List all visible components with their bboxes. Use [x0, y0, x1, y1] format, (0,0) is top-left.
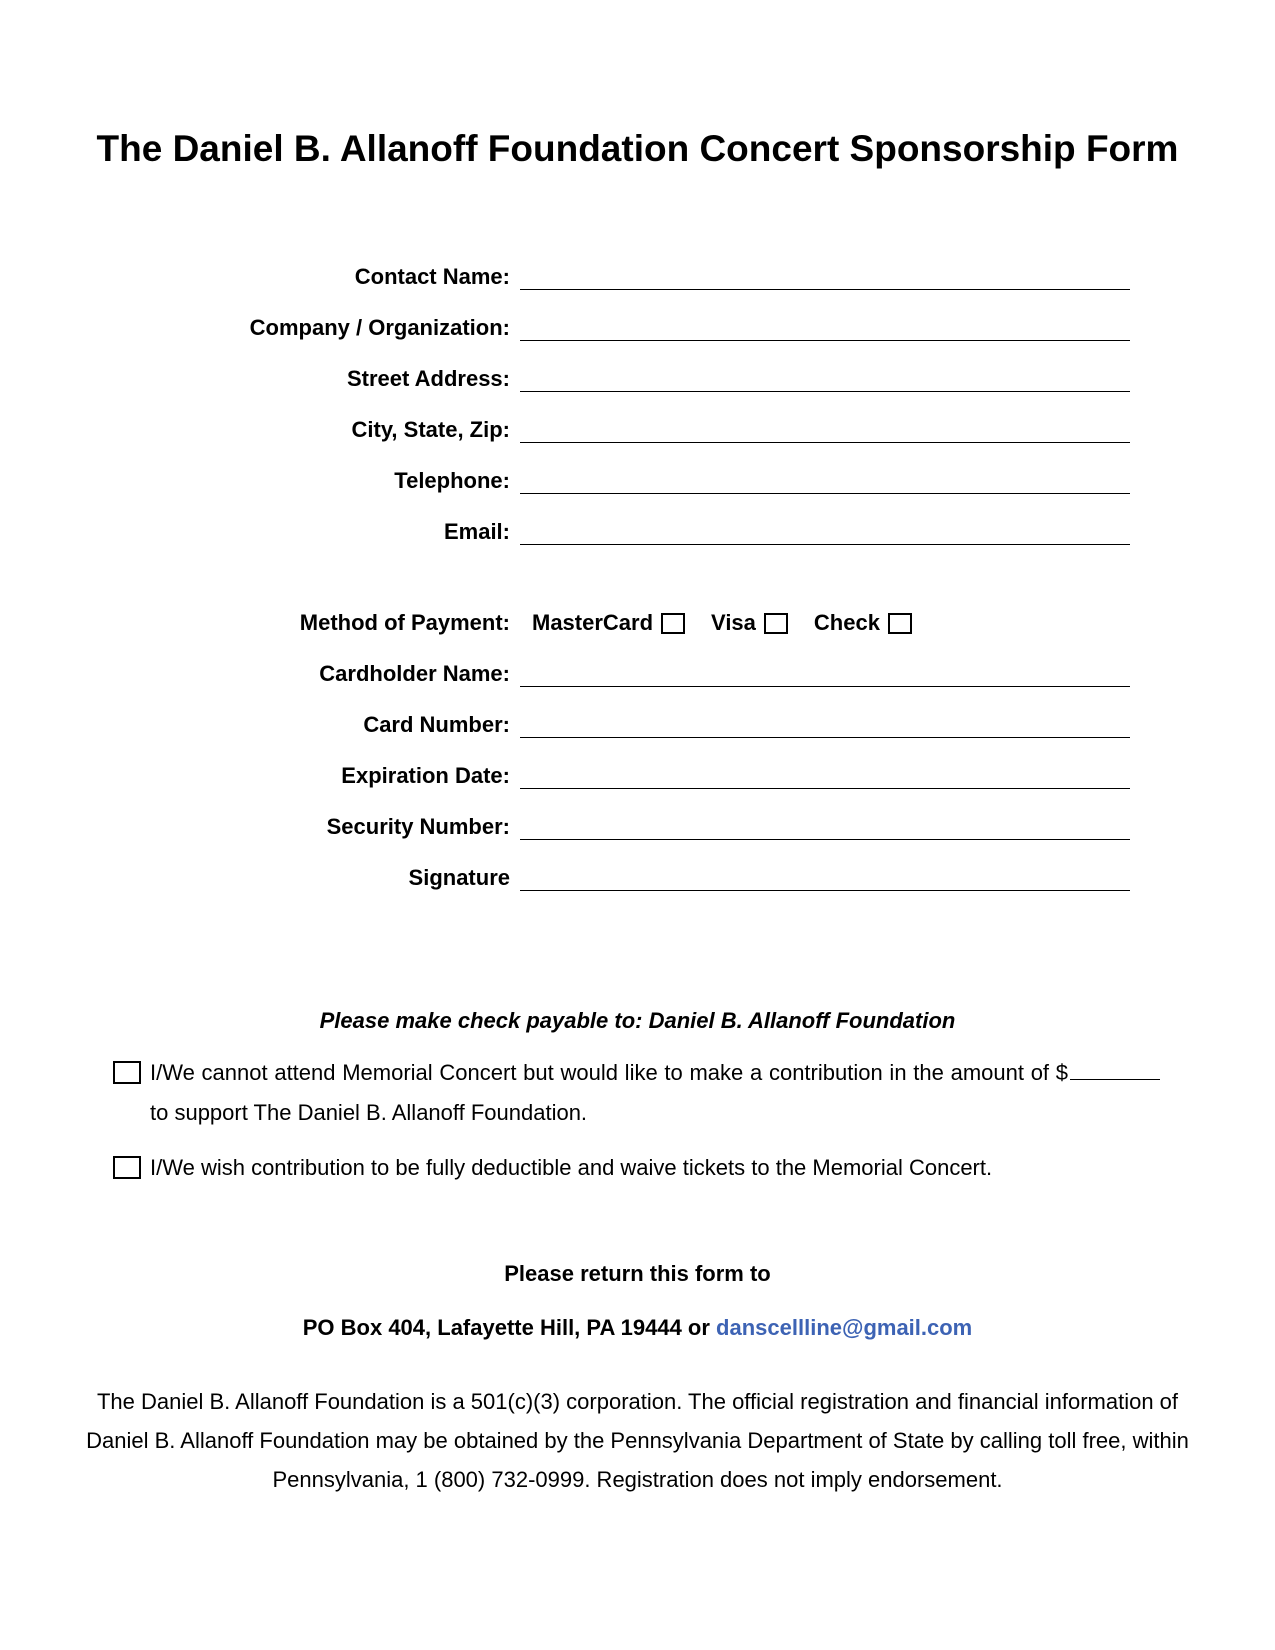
cardholder-name-row [0, 657, 1275, 697]
card-number-label: Card Number: [363, 712, 510, 737]
mastercard-label: MasterCard [532, 610, 654, 635]
visa-checkbox[interactable] [764, 613, 788, 634]
return-address [0, 1315, 1275, 1341]
contribution-checkbox-2[interactable] [113, 1156, 141, 1179]
email-input[interactable] [520, 544, 1130, 545]
contribution-text-1b: to support The Daniel B. Allanoff Foundation. [150, 1100, 588, 1125]
contribution-checkbox-1[interactable] [113, 1061, 141, 1084]
telephone-row [0, 464, 1275, 504]
contribution-text-1a: I/We cannot attend Memorial Concert but would like to make a contribution in the amount of $ [150, 1060, 1068, 1085]
visa-label: Visa [711, 610, 756, 635]
expiration-date-label: Expiration Date: [341, 763, 510, 788]
return-heading: Please return this form to [504, 1261, 771, 1286]
city-state-zip-row [0, 413, 1275, 453]
payment-method-row [0, 606, 1275, 646]
return-address-text: PO Box 404, Lafayette Hill, PA 19444 or [302, 1315, 717, 1340]
expiration-date-input[interactable] [520, 788, 1130, 789]
payment-method-label: Method of Payment: [299, 610, 510, 635]
city-state-zip-input[interactable] [520, 442, 1130, 443]
contact-name-row [0, 260, 1275, 300]
card-number-input[interactable] [520, 737, 1130, 738]
contribution-amount-blank[interactable] [1070, 1057, 1160, 1080]
telephone-label: Telephone: [394, 468, 510, 493]
signature-row [0, 861, 1275, 901]
expiration-date-row [0, 759, 1275, 799]
company-input[interactable] [520, 340, 1130, 341]
payment-options [532, 610, 938, 636]
security-number-label: Security Number: [326, 814, 510, 839]
company-row [0, 311, 1275, 351]
street-address-input[interactable] [520, 391, 1130, 392]
street-address-label: Street Address: [346, 366, 510, 391]
visa-option[interactable] [711, 610, 788, 636]
form-title: The Daniel B. Allanoff Foundation Concert Sponsorship Form [96, 128, 1179, 169]
card-number-row [0, 708, 1275, 748]
return-email-link[interactable]: danscellline@gmail.com [716, 1315, 973, 1340]
street-address-row [0, 362, 1275, 402]
check-option[interactable] [814, 610, 912, 636]
contribution-text-2: I/We wish contribution to be fully deductible and waive tickets to the Memorial Concert. [150, 1155, 993, 1180]
mastercard-checkbox[interactable] [661, 613, 685, 634]
cardholder-name-input[interactable] [520, 686, 1130, 687]
security-number-input[interactable] [520, 839, 1130, 840]
email-label: Email: [443, 519, 510, 544]
check-payable-note: Please make check payable to: Daniel B. Allanoff Foundation [319, 1008, 956, 1033]
email-row [0, 515, 1275, 555]
contribution-option-2 [113, 1148, 1168, 1188]
contribution-text-1 [150, 1053, 1168, 1133]
check-label: Check [813, 610, 880, 635]
contact-name-label: Contact Name: [354, 264, 510, 289]
telephone-input[interactable] [520, 493, 1130, 494]
mastercard-option[interactable] [532, 610, 685, 636]
city-state-zip-label: City, State, Zip: [351, 417, 510, 442]
signature-input[interactable] [520, 890, 1130, 891]
company-label: Company / Organization: [249, 315, 510, 340]
contribution-option-1 [113, 1053, 1168, 1133]
signature-label: Signature [408, 865, 510, 890]
contact-name-input[interactable] [520, 289, 1130, 290]
check-checkbox[interactable] [888, 613, 912, 634]
security-number-row [0, 810, 1275, 850]
disclaimer-text: The Daniel B. Allanoff Foundation is a 501(c)(3) corporation. The official registration and financial information of Daniel B. Allanoff Foundation may be obtained by the Pennsylvania Department of State by calling toll free, within Pennsylvania, 1 (800) 732-0999. Registration does not imply endorsement. [86, 1389, 1189, 1492]
cardholder-name-label: Cardholder Name: [319, 661, 510, 686]
